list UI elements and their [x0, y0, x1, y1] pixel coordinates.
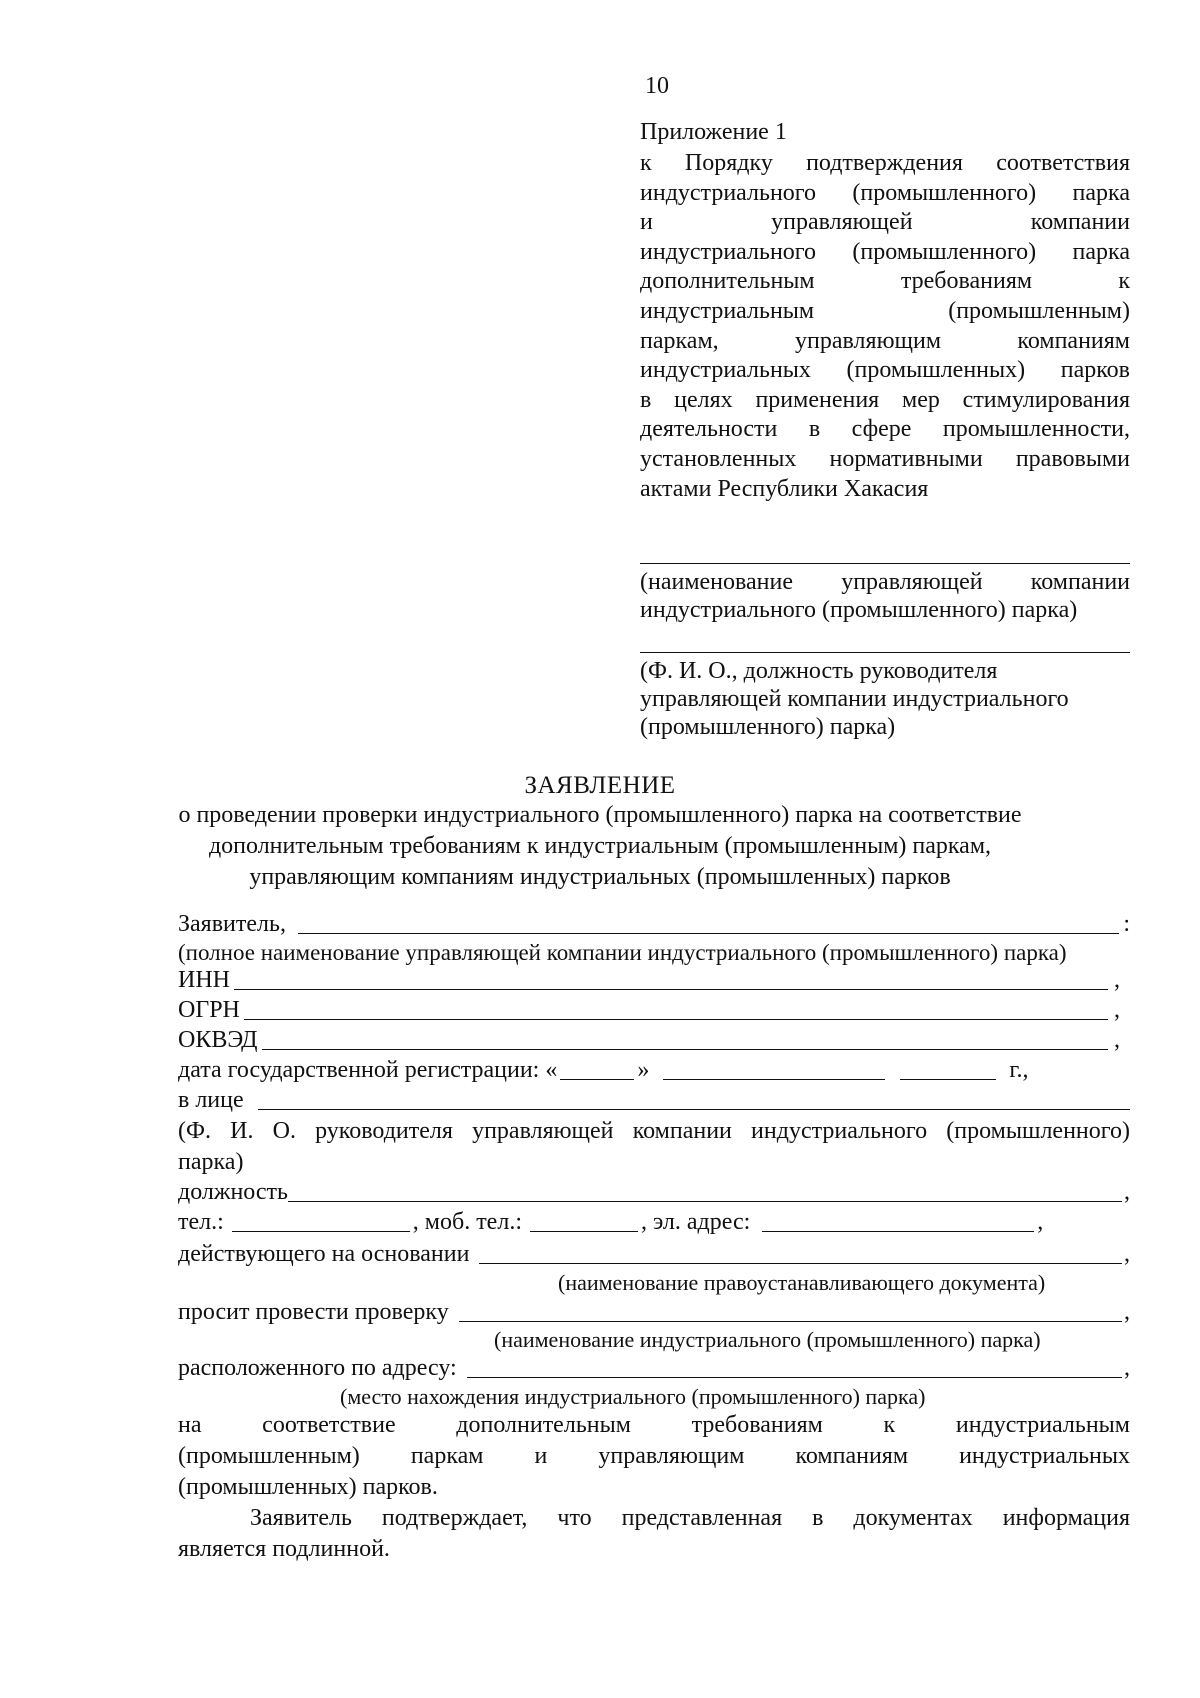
mobile-field[interactable] [530, 1231, 638, 1232]
appendix-line: и управляющей компании [640, 209, 1130, 236]
check-comma: , [1124, 1299, 1130, 1326]
document-subtitle [0, 800, 1200, 893]
basis-label: действующего на основании [178, 1241, 470, 1268]
ogrn-field[interactable] [244, 1019, 1108, 1020]
ogrn-row [178, 994, 1130, 1026]
basis-caption: (наименование правоустанавливающего документа) [558, 1270, 1046, 1295]
mobile-label: , моб. тел.: [412, 1209, 522, 1236]
appendix-title: Приложение 1 [640, 119, 787, 145]
basis-row [178, 1238, 1130, 1270]
addressee-head-caption: (Ф. И. О., должность руководителя [640, 658, 998, 684]
okved-label: ОКВЭД [178, 1027, 258, 1054]
address-row [178, 1352, 1130, 1384]
email-comma: , [1037, 1209, 1044, 1236]
appendix-line: в целях применения мер стимулирования [640, 386, 1130, 413]
inn-comma: , [1114, 967, 1120, 994]
basis-field[interactable] [479, 1263, 1122, 1264]
applicant-row [178, 908, 1130, 940]
appendix-line: индустриального (промышленного) парка [640, 179, 1130, 206]
applicant-field[interactable] [298, 933, 1119, 934]
inn-row [178, 964, 1130, 996]
person-label: в лице [178, 1087, 244, 1114]
appendix-block [640, 118, 1130, 504]
registration-year-field[interactable] [900, 1079, 996, 1080]
registration-date-quote: » [637, 1057, 650, 1084]
conformity-paragraph [178, 1410, 1130, 1503]
addressee-company-caption: индустриального (промышленного) парка) [640, 597, 1078, 623]
contacts-row [178, 1206, 1130, 1238]
address-field[interactable] [467, 1377, 1122, 1378]
applicant-label: Заявитель, [178, 911, 286, 938]
subtitle-line: управляющим компаниям индустриальных (промышленных) парков [249, 864, 951, 890]
email-field[interactable] [762, 1231, 1034, 1232]
person-caption [178, 1116, 1130, 1178]
appendix-line: деятельности в сфере промышленности, [640, 416, 1130, 443]
inn-field[interactable] [234, 989, 1108, 990]
position-field[interactable] [288, 1201, 1122, 1202]
addressee-company-line[interactable] [640, 563, 1130, 564]
ogrn-comma: , [1114, 997, 1120, 1024]
registration-day-field[interactable] [560, 1079, 634, 1080]
check-caption: (наименование индустриального (промышленного) парка) [494, 1327, 1041, 1352]
conformity-line: (промышленным) паркам и управляющим компаниям индустриальных [178, 1443, 1130, 1469]
confirmation-paragraph [178, 1503, 1130, 1565]
subtitle-line: дополнительным требованиям к индустриальным (промышленным) паркам, [208, 833, 992, 859]
appendix-line: актами Республики Хакасия [640, 475, 929, 502]
position-label: должность [178, 1179, 288, 1206]
page-number: 10 [645, 73, 669, 99]
addressee-company-block [640, 563, 1130, 624]
subtitle-line: о проведении проверки индустриального (промышленного) парка на соответствие [178, 802, 1022, 828]
appendix-line: к Порядку подтверждения соответствия [640, 150, 1130, 176]
person-row [178, 1084, 1130, 1116]
phone-label: тел.: [178, 1209, 224, 1236]
check-row [178, 1296, 1130, 1328]
registration-month-field[interactable] [663, 1079, 885, 1080]
appendix-line: индустриальных (промышленных) парков [640, 357, 1130, 384]
basis-comma: , [1124, 1241, 1130, 1268]
document-title: ЗАЯВЛЕНИЕ [524, 772, 676, 799]
address-caption: (место нахождения индустриального (промышленного) парка) [340, 1384, 926, 1409]
appendix-line: дополнительным требованиям к [640, 268, 1130, 295]
appendix-line: индустриального (промышленного) парка [640, 238, 1130, 265]
inn-label: ИНН [178, 967, 230, 994]
addressee-head-caption: управляющей компании индустриального [640, 686, 1069, 712]
address-comma: , [1124, 1355, 1130, 1382]
okved-comma: , [1114, 1027, 1120, 1054]
conformity-line: (промышленных) парков. [178, 1474, 438, 1500]
addressee-head-line[interactable] [640, 652, 1130, 653]
address-label: расположенного по адресу: [178, 1355, 457, 1382]
addressee-head-block [640, 652, 1130, 741]
ogrn-label: ОГРН [178, 997, 240, 1024]
registration-year-suffix: г., [1009, 1057, 1029, 1084]
registration-date-row [178, 1054, 1130, 1086]
check-field[interactable] [459, 1321, 1122, 1322]
conformity-line: на соответствие дополнительным требованиям к индустриальным [178, 1412, 1130, 1438]
check-label: просит провести проверку [178, 1299, 449, 1326]
confirmation-line: является подлинной. [178, 1536, 390, 1562]
appendix-line: индустриальным (промышленным) [640, 297, 1130, 324]
registration-date-label: дата государственной регистрации: « [178, 1057, 558, 1084]
person-caption-line: (Ф. И. О. руководителя управляющей компании индустриального (промышленного) [178, 1118, 1130, 1144]
appendix-line: паркам, управляющим компаниям [640, 327, 1130, 354]
phone-field[interactable] [232, 1231, 410, 1232]
email-label: , эл. адрес: [640, 1209, 751, 1236]
addressee-head-caption: (промышленного) парка) [640, 714, 896, 740]
applicant-end: : [1123, 911, 1130, 938]
position-row [178, 1176, 1130, 1208]
okved-field[interactable] [262, 1049, 1108, 1050]
person-field[interactable] [258, 1109, 1130, 1110]
addressee-company-caption: (наименование управляющей компании [640, 569, 1130, 595]
applicant-caption: (полное наименование управляющей компании индустриального (промышленного) парка) [178, 940, 1067, 965]
okved-row [178, 1024, 1130, 1056]
confirmation-line: Заявитель подтверждает, что представленная в документах информация [250, 1505, 1130, 1531]
appendix-line: установленных нормативными правовыми [640, 445, 1130, 472]
person-caption-line: парка) [178, 1149, 244, 1175]
position-comma: , [1124, 1179, 1130, 1206]
